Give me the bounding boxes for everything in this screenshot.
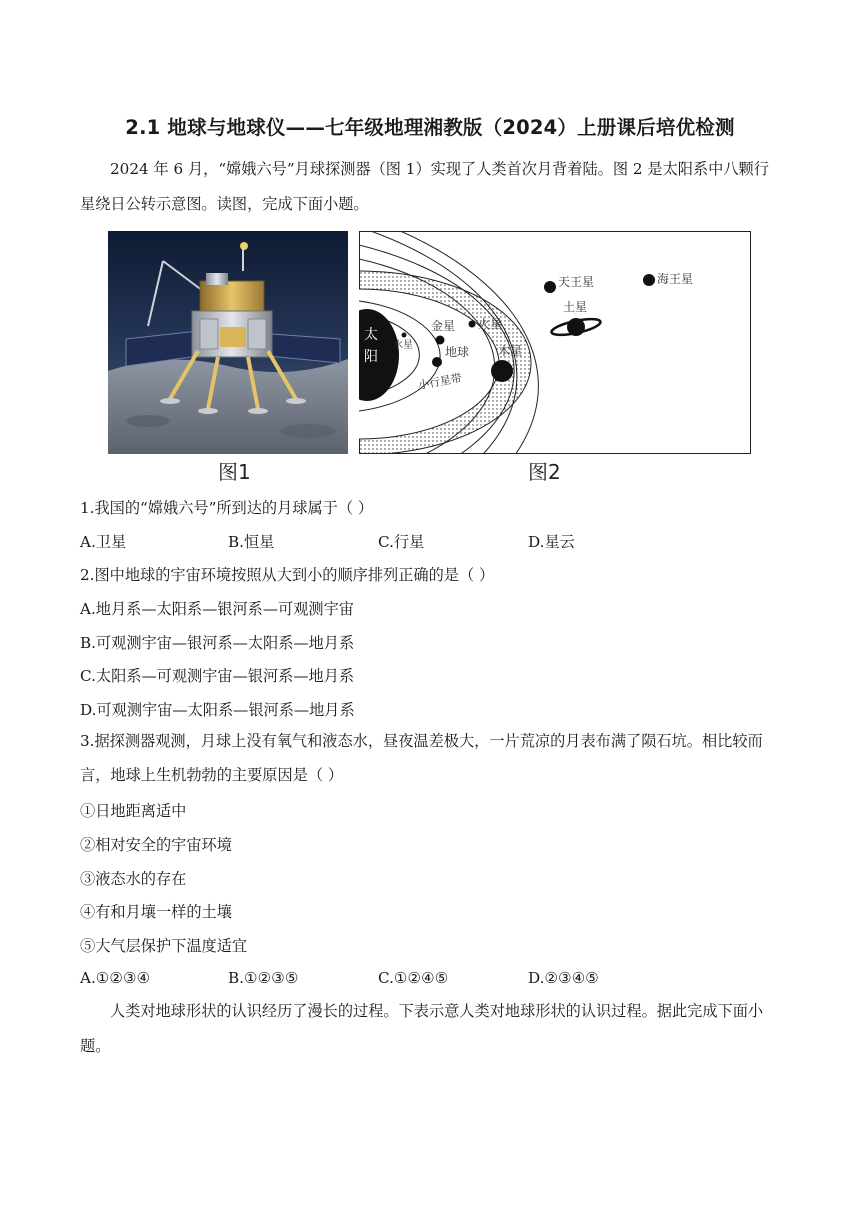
- q3-item-5: ⑤大气层保护下温度适宜: [80, 937, 248, 955]
- q1-option-c[interactable]: C.行星: [378, 533, 425, 551]
- mercury-label: 水星: [393, 340, 413, 351]
- q3-item-2: ②相对安全的宇宙环境: [80, 836, 232, 854]
- q3-option-b[interactable]: B.①②③⑤: [228, 969, 299, 987]
- q2-option-c[interactable]: C.太阳系—可观测宇宙—银河系—地月系: [80, 667, 355, 685]
- mars-dot: [469, 321, 476, 328]
- venus-dot: [436, 336, 445, 345]
- neptune-label: 海王星: [657, 272, 694, 286]
- q1-option-b[interactable]: B.恒星: [228, 533, 275, 551]
- mars-label: 火星: [478, 317, 503, 331]
- figure-1-caption: 图1: [218, 460, 251, 484]
- question-2-stem: 2.图中地球的宇宙环境按照从大到小的顺序排列正确的是（ ）: [80, 566, 495, 584]
- q3-item-4: ④有和月壤一样的土壤: [80, 903, 232, 921]
- jupiter-dot: [491, 360, 513, 382]
- q3-option-d[interactable]: D.②③④⑤: [528, 969, 599, 987]
- earth-label: 地球: [445, 345, 470, 359]
- figure-2-solar-system-diagram: [359, 231, 751, 454]
- q2-option-a[interactable]: A.地月系—太阳系—银河系—可观测宇宙: [80, 600, 354, 618]
- jupiter-label: 木星: [498, 344, 523, 358]
- mercury-dot: [402, 333, 407, 338]
- q3-option-a[interactable]: A.①②③④: [80, 969, 151, 987]
- q3-option-c[interactable]: C.①②④⑤: [378, 969, 449, 987]
- page-title: 2.1 地球与地球仪——七年级地理湘教版（2024）上册课后培优检测: [125, 116, 735, 139]
- q2-option-d[interactable]: D.可观测宇宙—太阳系—银河系—地月系: [80, 701, 355, 719]
- q2-option-b[interactable]: B.可观测宇宙—银河系—太阳系—地月系: [80, 634, 355, 652]
- venus-label: 金星: [431, 319, 456, 333]
- intro-paragraph: 2024 年 6 月，“嫦娥六号”月球探测器（图 1）实现了人类首次月背着陆。图 2 是太阳系中八颗行星绕日公转示意图。读图，完成下面小题。: [80, 160, 769, 213]
- figure-2-caption: 图2: [528, 460, 561, 484]
- uranus-dot: [544, 281, 556, 293]
- sun-label-1: 太: [364, 327, 378, 343]
- saturn-dot: [567, 318, 585, 336]
- neptune-dot: [643, 274, 655, 286]
- question-3-stem: 3.据探测器观测，月球上没有氧气和液态水，昼夜温差极大，一片荒凉的月表布满了陨石坑。相比较而言，地球上生机勃勃的主要原因是（ ）: [80, 732, 763, 784]
- earth-dot: [432, 357, 442, 367]
- q1-option-d[interactable]: D.星云: [528, 533, 575, 551]
- sun-label-2: 阳: [364, 349, 378, 365]
- q1-option-a[interactable]: A.卫星: [80, 533, 127, 551]
- question-1-stem: 1.我国的“嫦娥六号”所到达的月球属于（ ）: [80, 499, 374, 517]
- q3-item-1: ①日地距离适中: [80, 802, 187, 820]
- asteroid-belt-label: 小行星带: [417, 371, 463, 392]
- saturn-label: 土星: [563, 300, 588, 314]
- q3-item-3: ③液态水的存在: [80, 870, 187, 888]
- outro-paragraph: 人类对地球形状的认识经历了漫长的过程。下表示意人类对地球形状的认识过程。据此完成下面小题。: [80, 1002, 764, 1055]
- figure-1-lander-photo: [108, 231, 348, 454]
- uranus-label: 天王星: [558, 275, 595, 289]
